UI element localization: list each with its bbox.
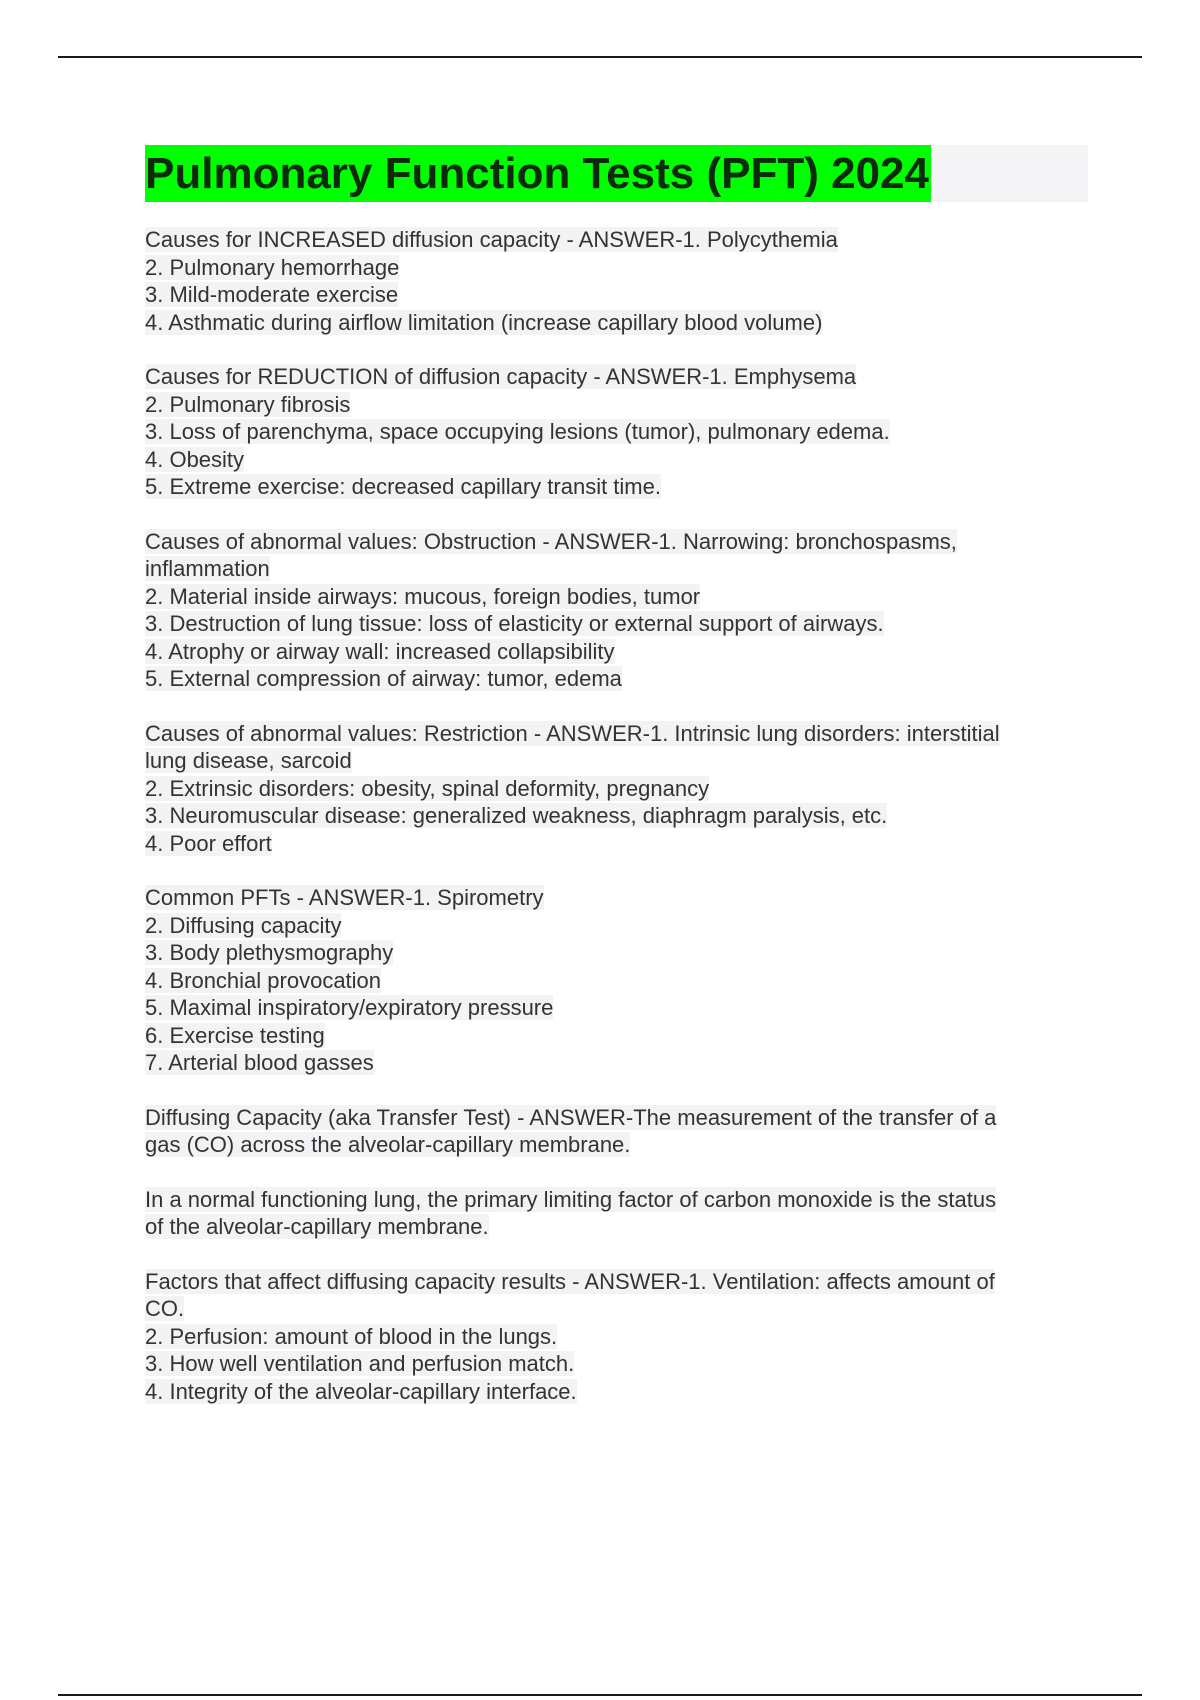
line-text: Causes for REDUCTION of diffusion capacity - ANSWER-1. Emphysema — [145, 364, 857, 389]
line-text: Causes of abnormal values: Obstruction - ANSWER-1. Narrowing: bronchospasms, — [145, 528, 957, 554]
line-text: 5. Maximal inspiratory/expiratory pressure — [145, 995, 554, 1020]
qa-answer-line — [145, 473, 1085, 501]
line-text: inflammation — [145, 556, 270, 581]
qa-answer-line — [145, 281, 1085, 309]
line-text: 4. Atrophy or airway wall: increased collapsibility — [145, 638, 615, 664]
line-text: 3. Loss of parenchyma, space occupying lesions (tumor), pulmonary edema. — [145, 419, 890, 444]
qa-answer-line — [145, 967, 1085, 995]
qa-answer-line — [145, 254, 1085, 282]
line-text: 2. Pulmonary fibrosis — [145, 391, 351, 417]
qa-answer-line — [145, 555, 1085, 583]
qa-answer-line — [145, 309, 1085, 337]
qa-answer-line — [145, 446, 1085, 474]
document-body — [145, 145, 1085, 1432]
qa-block — [145, 884, 1085, 1077]
qa-answer-line — [145, 1378, 1085, 1406]
qa-question-line — [145, 528, 1085, 556]
qa-block — [145, 720, 1085, 858]
qa-question-line — [145, 1104, 1085, 1132]
bottom-rule — [58, 1694, 1142, 1696]
line-text: 2. Perfusion: amount of blood in the lungs. — [145, 1323, 558, 1349]
line-text: 4. Asthmatic during airflow limitation (increase capillary blood volume) — [145, 309, 823, 335]
qa-answer-line — [145, 391, 1085, 419]
qa-question-line — [145, 884, 1085, 912]
qa-answer-line — [145, 1213, 1085, 1241]
line-text: 2. Pulmonary hemorrhage — [145, 254, 400, 280]
qa-answer-line — [145, 1022, 1085, 1050]
line-text: 7. Arterial blood gasses — [145, 1050, 374, 1075]
qa-block — [145, 1104, 1085, 1159]
line-text: 5. Extreme exercise: decreased capillary transit time. — [145, 474, 661, 499]
line-text: of the alveolar-capillary membrane. — [145, 1214, 489, 1239]
document-title: Pulmonary Function Tests (PFT) 2024 — [145, 145, 931, 202]
title-band — [145, 145, 1088, 202]
qa-answer-line — [145, 912, 1085, 940]
line-text: Factors that affect diffusing capacity results - ANSWER-1. Ventilation: affects amount of — [145, 1268, 995, 1294]
line-text: 3. Destruction of lung tissue: loss of elasticity or external support of airways. — [145, 611, 884, 636]
line-text: 3. Mild-moderate exercise — [145, 282, 399, 307]
line-text: Common PFTs - ANSWER-1. Spirometry — [145, 885, 544, 910]
qa-answer-line — [145, 994, 1085, 1022]
line-text: 2. Material inside airways: mucous, foreign bodies, tumor — [145, 583, 701, 609]
qa-answer-line — [145, 638, 1085, 666]
line-text: 4. Obesity — [145, 446, 245, 472]
qa-answer-line — [145, 665, 1085, 693]
line-text: Causes of abnormal values: Restriction - ANSWER-1. Intrinsic lung disorders: interstitial — [145, 720, 1000, 746]
qa-block — [145, 1186, 1085, 1241]
qa-answer-line — [145, 775, 1085, 803]
line-text: 3. Body plethysmography — [145, 940, 394, 965]
line-text: 4. Poor effort — [145, 830, 272, 856]
line-text: 4. Integrity of the alveolar-capillary interface. — [145, 1378, 577, 1404]
qa-answer-line — [145, 1350, 1085, 1378]
qa-block — [145, 528, 1085, 693]
qa-question-line — [145, 1186, 1085, 1214]
line-text: CO. — [145, 1296, 185, 1321]
line-text: 2. Diffusing capacity — [145, 912, 342, 938]
line-text: Causes for INCREASED diffusion capacity - ANSWER-1. Polycythemia — [145, 227, 838, 252]
qa-block — [145, 1268, 1085, 1406]
qa-question-line — [145, 720, 1085, 748]
qa-answer-line — [145, 418, 1085, 446]
qa-answer-line — [145, 1295, 1085, 1323]
line-text: 3. Neuromuscular disease: generalized weakness, diaphragm paralysis, etc. — [145, 803, 888, 828]
qa-block — [145, 226, 1085, 336]
line-text: 5. External compression of airway: tumor, edema — [145, 666, 622, 691]
qa-answer-line — [145, 747, 1085, 775]
qa-answer-line — [145, 610, 1085, 638]
line-text: Diffusing Capacity (aka Transfer Test) - ANSWER-The measurement of the transfer of a — [145, 1104, 997, 1130]
top-rule — [58, 56, 1142, 58]
qa-answer-line — [145, 939, 1085, 967]
qa-answer-line — [145, 1323, 1085, 1351]
line-text: 3. How well ventilation and perfusion match. — [145, 1351, 575, 1376]
qa-answer-line — [145, 830, 1085, 858]
line-text: 2. Extrinsic disorders: obesity, spinal deformity, pregnancy — [145, 775, 710, 801]
qa-answer-line — [145, 1131, 1085, 1159]
qa-answer-line — [145, 583, 1085, 611]
line-text: 6. Exercise testing — [145, 1022, 325, 1048]
line-text: lung disease, sarcoid — [145, 748, 352, 773]
line-text: In a normal functioning lung, the primary limiting factor of carbon monoxide is the status — [145, 1186, 997, 1212]
qa-answer-line — [145, 1049, 1085, 1077]
qa-answer-line — [145, 802, 1085, 830]
qa-question-line — [145, 1268, 1085, 1296]
qa-list — [145, 226, 1085, 1405]
qa-question-line — [145, 363, 1085, 391]
qa-block — [145, 363, 1085, 501]
qa-question-line — [145, 226, 1085, 254]
line-text: 4. Bronchial provocation — [145, 967, 382, 993]
line-text: gas (CO) across the alveolar-capillary membrane. — [145, 1132, 631, 1157]
